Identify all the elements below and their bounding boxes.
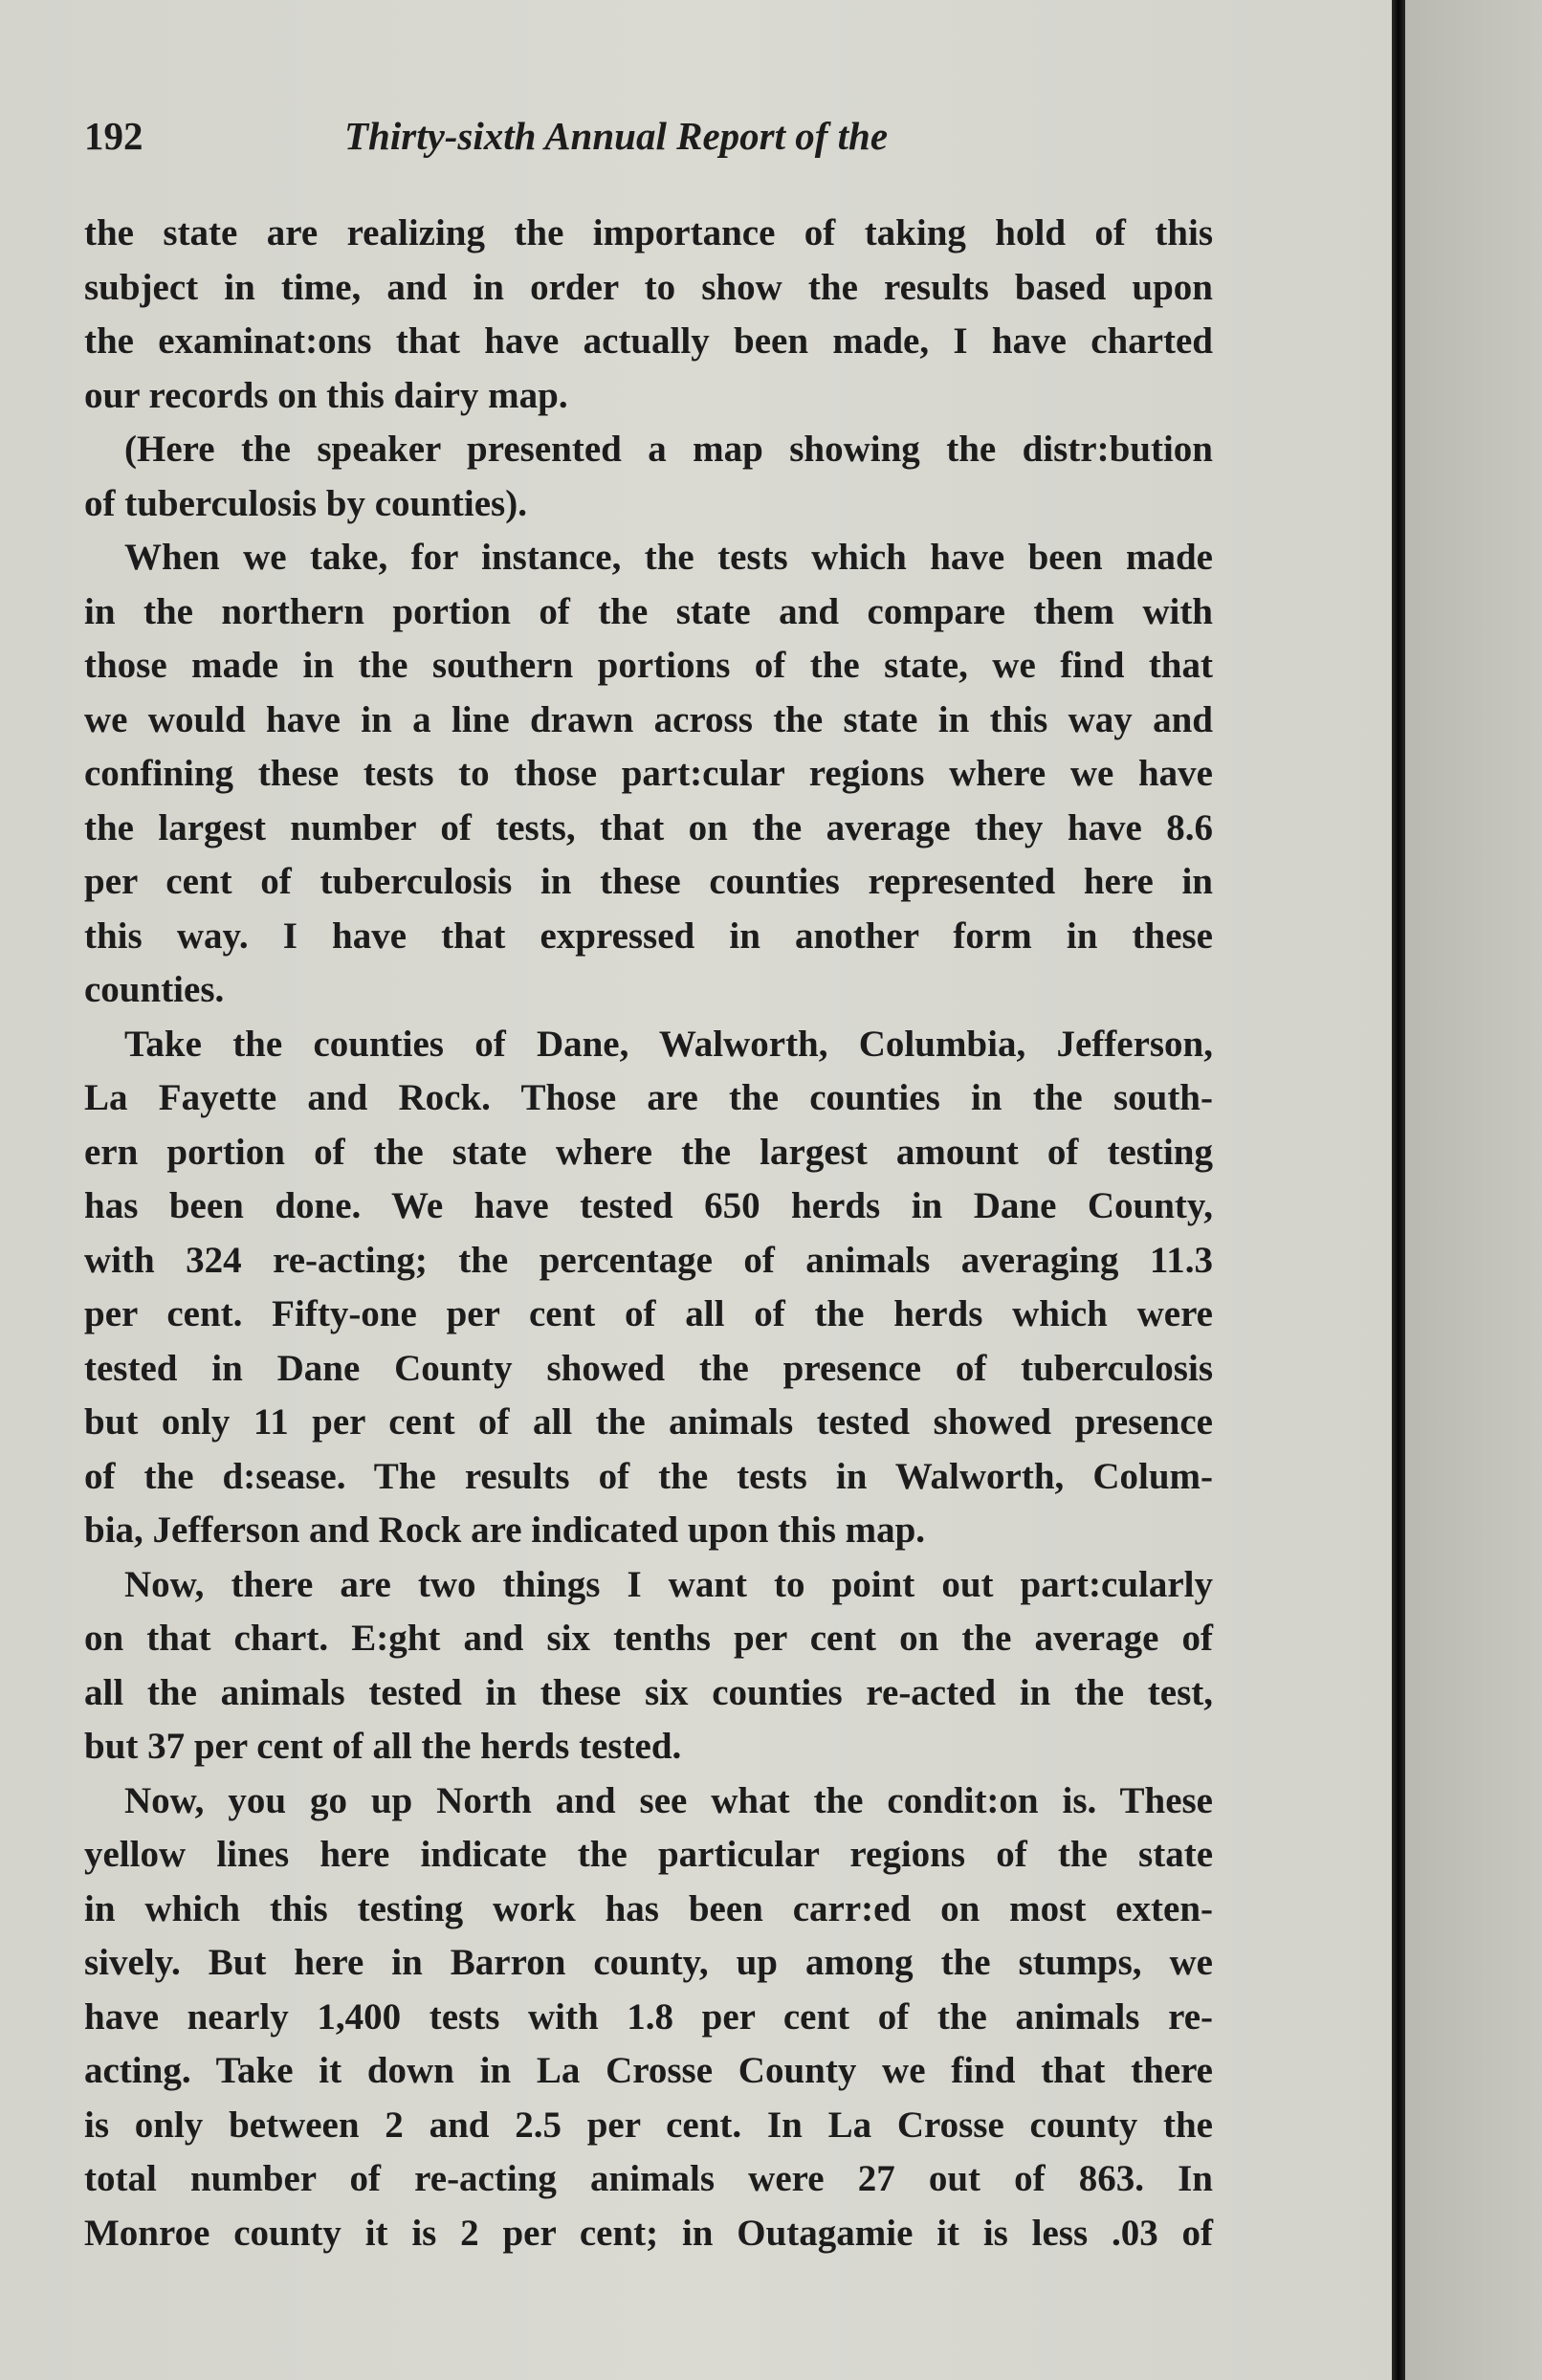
text-line: we would have in a line drawn across the state in this way and xyxy=(84,698,1213,740)
text-line: of tuberculosis by counties). xyxy=(84,482,527,524)
text-line: on that chart. E:ght and six tenths per cent on the average of xyxy=(84,1618,1213,1659)
text-line: sively. But here in Barron county, up among the stumps, we xyxy=(84,1942,1213,1983)
text-line: Now, there are two things I want to point out part:cularly xyxy=(124,1563,1213,1605)
text-line: (Here the speaker presented a map showing the distr:bution xyxy=(124,429,1213,470)
text-line: Monroe county it is 2 per cent; in Outagamie it is less .03 of xyxy=(84,2212,1213,2254)
text-line: but 37 per cent of all the herds tested. xyxy=(84,1726,682,1767)
page-header xyxy=(84,113,1213,166)
text-line: is only between 2 and 2.5 per cent. In La Crosse county the xyxy=(84,2104,1213,2146)
text-line: has been done. We have tested 650 herds in Dane County, xyxy=(84,1185,1213,1226)
text-line: counties. xyxy=(84,969,225,1010)
text-line: per cent. Fifty-one per cent of all of the herds which were xyxy=(84,1293,1213,1334)
text-line: the state are realizing the importance of taking hold of this xyxy=(84,212,1213,253)
text-line: in the northern portion of the state and compare them with xyxy=(84,590,1213,632)
body-text xyxy=(84,207,1213,2260)
text-line: our records on this dairy map. xyxy=(84,374,568,416)
text-line: those made in the southern portions of the state, we find that xyxy=(84,645,1213,686)
text-line: but only 11 per cent of all the animals tested showed presence xyxy=(84,1401,1213,1443)
text-line: total number of re-acting animals were 27 out of 863. In xyxy=(84,2158,1213,2199)
text-line: confining these tests to those part:cular regions where we have xyxy=(84,753,1213,794)
running-title: Thirty-sixth Annual Report of the xyxy=(344,114,889,158)
text-line: of the d:sease. The results of the tests in Walworth, Colum- xyxy=(84,1455,1213,1497)
text-line: yellow lines here indicate the particular regions of the state xyxy=(84,1834,1213,1875)
text-line: all the animals tested in these six counties re-acted in the test, xyxy=(84,1671,1213,1713)
text-line: Now, you go up North and see what the condit:on is. These xyxy=(124,1779,1213,1821)
text-line: subject in time, and in order to show the results based upon xyxy=(84,266,1213,308)
text-line: this way. I have that expressed in another form in these xyxy=(84,915,1213,957)
adjacent-page-edge xyxy=(1405,0,1542,2380)
text-line: Take the counties of Dane, Walworth, Columbia, Jefferson, xyxy=(124,1023,1213,1065)
text-line: ern portion of the state where the largest amount of testing xyxy=(84,1131,1213,1173)
text-line: the examinat:ons that have actually been made, I have charted xyxy=(84,320,1213,362)
text-line: per cent of tuberculosis in these counties represented here in xyxy=(84,861,1213,902)
text-line: have nearly 1,400 tests with 1.8 per cent of the animals re- xyxy=(84,1995,1213,2038)
text-line: the largest number of tests, that on the average they have 8.6 xyxy=(84,806,1213,848)
text-line: La Fayette and Rock. Those are the counties in the south- xyxy=(84,1077,1213,1118)
text-line: When we take, for instance, the tests which have been made xyxy=(124,537,1213,578)
page-number: 192 xyxy=(84,114,143,158)
text-line: tested in Dane County showed the presence of tuberculosis xyxy=(84,1347,1213,1389)
book-spine-shadow xyxy=(1392,0,1405,2380)
text-line: acting. Take it down in La Crosse County we find that there xyxy=(84,2050,1213,2091)
text-line: in which this testing work has been carr:ed on most exten- xyxy=(84,1887,1213,1929)
text-line: with 324 re-acting; the percentage of animals averaging 11.3 xyxy=(84,1239,1213,1281)
text-line: bia, Jefferson and Rock are indicated upon this map. xyxy=(84,1510,926,1551)
